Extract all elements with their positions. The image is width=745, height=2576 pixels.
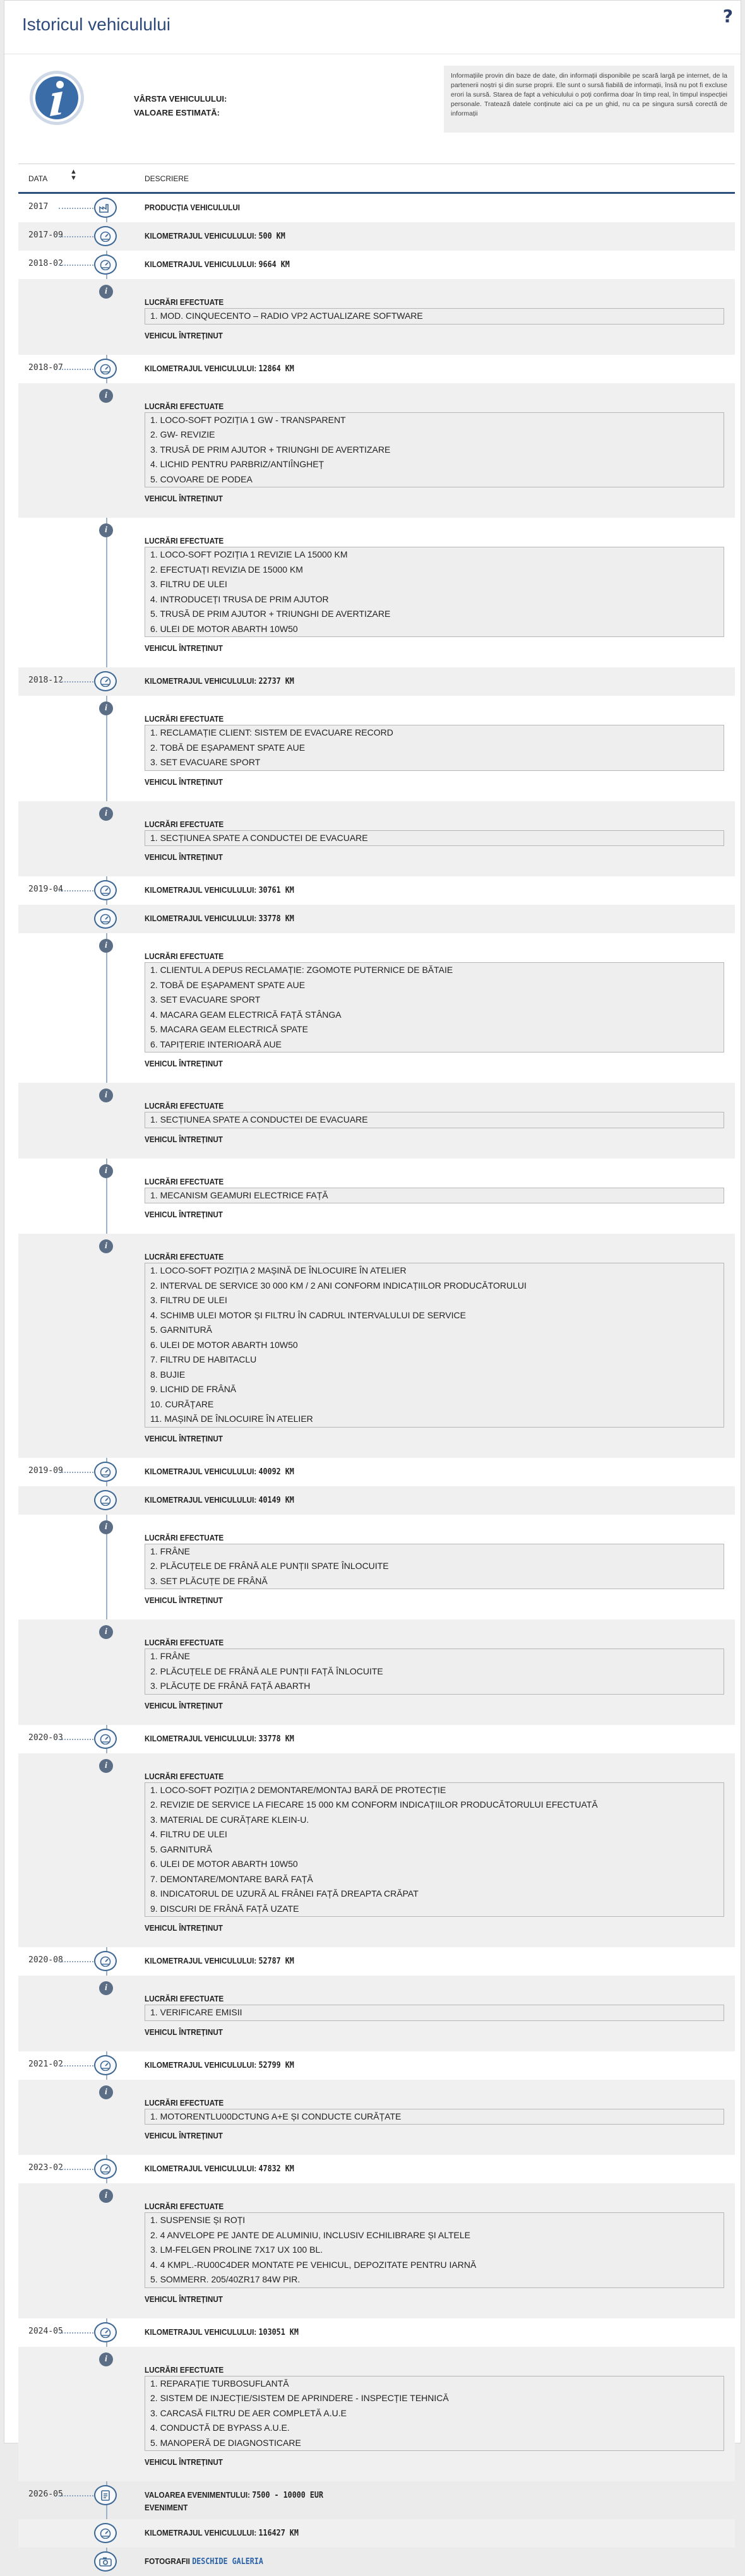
money-icon	[94, 2485, 117, 2505]
list-item: 2. 4 ANVELOPE PE JANTE DE ALUMINIU, INCLUSIV ECHILIBRARE ȘI ALTELE	[150, 2229, 471, 2240]
list-item: 8. BUJIE	[150, 1369, 186, 1380]
works-label: LUCRĂRI EFECTUATE	[145, 536, 224, 546]
date-connector	[59, 236, 93, 237]
date-connector	[59, 265, 93, 266]
odometer-icon	[94, 1490, 117, 1510]
odometer-icon	[94, 2055, 117, 2075]
odometer-icon	[94, 671, 117, 691]
list-item: 2. REVIZIE DE SERVICE LA FIECARE 15 000 KM CONFORM INDICAȚIILOR PRODUCĂTORULUI EFECTUATĂ	[150, 1799, 598, 1810]
list-item: 1. SECȚIUNEA SPATE A CONDUCTEI DE EVACUARE	[150, 1114, 368, 1124]
date-connector	[59, 2065, 93, 2066]
odometer-icon	[94, 1462, 117, 1482]
list-item: 1. RECLAMAȚIE CLIENT: SISTEM DE EVACUARE RECORD	[150, 727, 393, 737]
maintained-label: VEHICUL ÎNTREȚINUT	[145, 777, 223, 787]
works-list	[145, 1649, 724, 1695]
value-label: VALOAREA EVENIMENTULUI: 7500 - 10000 EUR	[145, 2490, 324, 2500]
list-item: 1. LOCO-SOFT POZIȚIA 1 REVIZIE LA 15000 KM	[150, 549, 348, 559]
works-list	[145, 2376, 724, 2452]
list-item: 3. SET PLĂCUȚE DE FRÂNĂ	[150, 1575, 268, 1586]
event-date: 2021-02	[28, 2059, 63, 2069]
event-row	[18, 2155, 735, 2183]
mileage-value: 52799 KM	[258, 2060, 294, 2070]
info-icon: i	[99, 1625, 113, 1639]
maintained-label: VEHICUL ÎNTREȚINUT	[145, 494, 223, 503]
works-label: LUCRĂRI EFECTUATE	[145, 2097, 224, 2108]
list-item: 1. FRÂNE	[150, 1651, 191, 1661]
event-row	[18, 2548, 735, 2576]
info-icon: i	[99, 701, 113, 715]
works-label: LUCRĂRI EFECTUATE	[145, 951, 224, 961]
mileage-label: KILOMETRAJUL VEHICULULUI: 12864 KM	[145, 363, 294, 374]
list-item: 6. TAPIȚERIE INTERIOARĂ AUE	[150, 1039, 282, 1049]
works-label: LUCRĂRI EFECTUATE	[145, 297, 224, 307]
photos-label: FOTOGRAFII DESCHIDE GALERIA	[145, 2556, 263, 2567]
event-row	[18, 1725, 735, 1753]
works-row	[18, 1753, 735, 1948]
date-column-header: DATA	[28, 174, 48, 183]
list-item: 1. LOCO-SOFT POZIȚIA 1 GW - TRANSPARENT	[150, 414, 346, 425]
odometer-icon	[94, 909, 117, 929]
mileage-value: 500 KM	[258, 232, 285, 241]
history-rows	[18, 194, 735, 2576]
list-item: 3. SET EVACUARE SPORT	[150, 757, 261, 767]
list-item: 11. MAȘINĂ DE ÎNLOCUIRE ÎN ATELIER	[150, 1414, 313, 1424]
list-item: 4. LICHID PENTRU PARBRIZ/ANTIÎNGHEȚ	[150, 459, 325, 469]
works-label: LUCRĂRI EFECTUATE	[145, 1252, 224, 1261]
list-item: 1. MOD. CINQUECENTO – RADIO VP2 ACTUALIZARE SOFTWARE	[150, 311, 423, 321]
works-list	[145, 1263, 724, 1428]
list-item: 3. SET EVACUARE SPORT	[150, 994, 261, 1005]
info-logo-icon	[28, 69, 85, 126]
info-icon: i	[99, 2352, 113, 2366]
mileage-value: 30761 KM	[258, 886, 294, 895]
list-item: 7. DEMONTARE/MONTARE BARĂ FAȚĂ	[150, 1873, 313, 1884]
works-label: LUCRĂRI EFECTUATE	[145, 819, 224, 829]
list-item: 4. 4 KMPL.-RU00C4DER MONTATE PE VEHICUL, DEPOZITATE PENTRU IARNĂ	[150, 2259, 477, 2270]
list-item: 9. LICHID DE FRÂNĂ	[150, 1384, 237, 1394]
event-row	[18, 1458, 735, 1486]
date-connector	[59, 1739, 93, 1740]
mileage-label: KILOMETRAJUL VEHICULULUI: 30761 KM	[145, 885, 294, 895]
list-item: 5. MACARA GEAM ELECTRICĂ SPATE	[150, 1024, 308, 1034]
info-icon: i	[99, 1981, 113, 1995]
odometer-icon	[94, 1729, 117, 1749]
event-date: 2018-12	[28, 676, 63, 685]
list-item: 4. FILTRU DE ULEI	[150, 1829, 227, 1839]
estimated-value-label: VALOARE ESTIMATĂ:	[134, 108, 220, 117]
works-list	[145, 2005, 724, 2021]
mileage-value: 52787 KM	[258, 1957, 294, 1966]
list-item: 1. SUSPENSIE ȘI ROȚI	[150, 2215, 246, 2225]
mileage-label: KILOMETRAJUL VEHICULULUI: 33778 KM	[145, 914, 294, 924]
list-item: 3. PLĂCUȚE DE FRÂNĂ FAȚĂ ABARTH	[150, 1681, 311, 1691]
list-item: 3. FILTRU DE ULEI	[150, 1295, 227, 1305]
list-item: 1. LOCO-SOFT POZIȚIA 2 DEMONTARE/MONTAJ BARĂ DE PROTECȚIE	[150, 1784, 446, 1795]
maintained-label: VEHICUL ÎNTREȚINUT	[145, 1433, 223, 1443]
maintained-label: VEHICUL ÎNTREȚINUT	[145, 643, 223, 653]
list-item: 1. FRÂNE	[150, 1546, 191, 1556]
works-row	[18, 696, 735, 801]
list-item: 4. MACARA GEAM ELECTRICĂ FAȚĂ STÂNGA	[150, 1009, 342, 1020]
vehicle-fields	[134, 92, 227, 120]
mileage-label: KILOMETRAJUL VEHICULULUI: 33778 KM	[145, 1733, 294, 1744]
event-row	[18, 905, 735, 933]
event-date: 2017	[28, 202, 49, 212]
list-item: 3. MATERIAL DE CURĂȚARE KLEIN-U.	[150, 1814, 309, 1825]
event-row	[18, 667, 735, 696]
list-item: 1. LOCO-SOFT POZIȚIA 2 MAȘINĂ DE ÎNLOCUIRE ÎN ATELIER	[150, 1265, 407, 1275]
event-row	[18, 355, 735, 383]
mileage-label: KILOMETRAJUL VEHICULULUI: 52787 KM	[145, 1956, 294, 1966]
works-list	[145, 2212, 724, 2288]
list-item: 1. VERIFICARE EMISII	[150, 2007, 242, 2017]
works-label: LUCRĂRI EFECTUATE	[145, 1101, 224, 1111]
info-icon: i	[99, 1759, 113, 1773]
info-icon: i	[99, 1520, 113, 1534]
works-row	[18, 1619, 735, 1725]
odometer-icon	[94, 2322, 117, 2342]
event-row	[18, 2481, 735, 2519]
mileage-value: 47832 KM	[258, 2164, 294, 2174]
works-row	[18, 801, 735, 877]
list-item: 3. LM-FELGEN PROLINE 7X17 UX 100 BL.	[150, 2245, 323, 2255]
works-row	[18, 1515, 735, 1620]
works-label: LUCRĂRI EFECTUATE	[145, 714, 224, 724]
works-label: LUCRĂRI EFECTUATE	[145, 2364, 224, 2375]
list-item: 4. CONDUCTĂ DE BYPASS A.U.E.	[150, 2423, 290, 2433]
list-item: 8. INDICATORUL DE UZURĂ AL FRÂNEI FAȚĂ DREAPTA CRĂPAT	[150, 1888, 419, 1899]
works-row	[18, 2183, 735, 2318]
mileage-label: KILOMETRAJUL VEHICULULUI: 9664 KM	[145, 259, 290, 270]
help-icon[interactable]: ?	[722, 6, 733, 27]
event-row	[18, 1947, 735, 1976]
vehicle-age-label: VÂRSTA VEHICULULUI:	[134, 94, 227, 104]
list-item: 2. TOBĂ DE EȘAPAMENT SPATE AUE	[150, 742, 306, 753]
mileage-label: KILOMETRAJUL VEHICULULUI: 40092 KM	[145, 1466, 294, 1477]
event-row	[18, 251, 735, 279]
list-item: 1. CLIENTUL A DEPUS RECLAMAȚIE: ZGOMOTE PUTERNICE DE BĂTAIE	[150, 965, 453, 975]
list-item: 3. TRUSĂ DE PRIM AJUTOR + TRIUNGHI DE AVERTIZARE	[150, 444, 391, 455]
event-row	[18, 2318, 735, 2347]
works-row	[18, 1159, 735, 1234]
mileage-value: 12864 KM	[258, 364, 294, 374]
event-label: EVENIMENT	[145, 2503, 188, 2512]
history-table	[18, 164, 735, 2576]
mileage-label: KILOMETRAJUL VEHICULULUI: 52799 KM	[145, 2060, 294, 2070]
mileage-label: KILOMETRAJUL VEHICULULUI: 40149 KM	[145, 1494, 294, 1505]
works-label: LUCRĂRI EFECTUATE	[145, 1638, 224, 1647]
event-date: 2017-09	[28, 230, 63, 240]
works-label: LUCRĂRI EFECTUATE	[145, 1994, 224, 2003]
table-header	[18, 164, 735, 194]
event-row	[18, 222, 735, 251]
date-connector	[59, 208, 93, 209]
info-icon: i	[99, 807, 113, 821]
list-item: 9. DISCURI DE FRÂNĂ FAȚĂ UZATE	[150, 1903, 299, 1914]
list-item: 2. EFECTUAȚI REVIZIA DE 15000 KM	[150, 564, 303, 575]
list-item: 6. ULEI DE MOTOR ABARTH 10W50	[150, 623, 298, 634]
date-connector	[59, 681, 93, 683]
date-connector	[59, 890, 93, 891]
maintained-label: VEHICUL ÎNTREȚINUT	[145, 2131, 223, 2140]
maintained-label: VEHICUL ÎNTREȚINUT	[145, 2294, 223, 2304]
maintained-label: VEHICUL ÎNTREȚINUT	[145, 1059, 223, 1068]
list-item: 6. ULEI DE MOTOR ABARTH 10W50	[150, 1339, 298, 1350]
odometer-icon	[94, 2159, 117, 2179]
date-connector	[59, 2495, 93, 2496]
event-row	[18, 2051, 735, 2080]
event-row	[18, 194, 735, 222]
maintained-label: VEHICUL ÎNTREȚINUT	[145, 1923, 223, 1933]
works-row	[18, 383, 735, 518]
list-item: 2. TOBĂ DE EȘAPAMENT SPATE AUE	[150, 979, 306, 990]
mileage-label: KILOMETRAJUL VEHICULULUI: 47832 KM	[145, 2164, 294, 2174]
works-label: LUCRĂRI EFECTUATE	[145, 401, 224, 411]
odometer-icon	[94, 880, 117, 900]
works-row	[18, 279, 735, 355]
production-label: PRODUCȚIA VEHICULULUI	[145, 203, 241, 212]
maintained-label: VEHICUL ÎNTREȚINUT	[145, 2457, 223, 2467]
maintained-label: VEHICUL ÎNTREȚINUT	[145, 2027, 223, 2037]
works-label: LUCRĂRI EFECTUATE	[145, 1771, 224, 1781]
mileage-label: KILOMETRAJUL VEHICULULUI: 22737 KM	[145, 676, 294, 686]
works-row	[18, 2080, 735, 2156]
maintained-label: VEHICUL ÎNTREȚINUT	[145, 1595, 223, 1605]
maintained-label: VEHICUL ÎNTREȚINUT	[145, 1700, 223, 1710]
info-icon: i	[99, 1164, 113, 1178]
works-list	[145, 1112, 724, 1128]
event-value: 7500 - 10000 EUR	[252, 2491, 324, 2500]
list-item: 2. PLĂCUȚELE DE FRÂNĂ ALE PUNȚII SPATE ÎNLOCUITE	[150, 1561, 389, 1571]
works-row	[18, 1234, 735, 1458]
mileage-value: 33778 KM	[258, 914, 294, 924]
works-list	[145, 1544, 724, 1590]
event-date: 2018-07	[28, 362, 63, 373]
list-item: 5. SOMMERR. 205/40ZR17 84W PIR.	[150, 2274, 301, 2284]
list-item: 5. MANOPERĂ DE DIAGNOSTICARE	[150, 2437, 301, 2448]
works-row	[18, 2347, 735, 2482]
list-item: 4. INTRODUCEȚI TRUSA DE PRIM AJUTOR	[150, 593, 329, 604]
maintained-label: VEHICUL ÎNTREȚINUT	[145, 1134, 223, 1144]
works-list	[145, 547, 724, 637]
list-item: 1. REPARAȚIE TURBOSUFLANTĂ	[150, 2378, 289, 2388]
mileage-value: 103051 KM	[258, 2327, 299, 2337]
works-list	[145, 2109, 724, 2125]
works-list	[145, 830, 724, 847]
info-icon: i	[99, 1239, 113, 1253]
list-item: 4. SCHIMB ULEI MOTOR ȘI FILTRU ÎN CADRUL INTERVALULUI DE SERVICE	[150, 1309, 466, 1320]
works-list	[145, 1188, 724, 1204]
date-connector	[59, 1961, 93, 1962]
list-item: 3. FILTRU DE ULEI	[150, 579, 227, 589]
event-date: 2023-02	[28, 2163, 63, 2173]
mileage-label: KILOMETRAJUL VEHICULULUI: 103051 KM	[145, 2327, 299, 2337]
works-label: LUCRĂRI EFECTUATE	[145, 1532, 224, 1542]
works-label: LUCRĂRI EFECTUATE	[145, 1176, 224, 1186]
info-icon: i	[99, 523, 113, 537]
event-date: 2019-04	[28, 885, 63, 894]
works-row	[18, 933, 735, 1083]
vehicle-intro	[4, 54, 741, 150]
open-gallery-link[interactable]: DESCHIDE GALERIA	[192, 2557, 263, 2567]
event-date: 2018-02	[28, 259, 63, 268]
event-date: 2020-03	[28, 1732, 63, 1743]
factory-icon	[94, 198, 117, 218]
list-item: 1. SECȚIUNEA SPATE A CONDUCTEI DE EVACUARE	[150, 832, 368, 843]
mileage-value: 33778 KM	[258, 1734, 294, 1744]
list-item: 1. MECANISM GEAMURI ELECTRICE FAȚĂ	[150, 1190, 328, 1200]
info-icon: i	[99, 285, 113, 299]
date-connector	[59, 369, 93, 370]
works-row	[18, 518, 735, 667]
works-list	[145, 412, 724, 488]
works-list	[145, 308, 724, 325]
date-connector	[59, 1472, 93, 1473]
mileage-value: 40149 KM	[258, 1495, 294, 1505]
event-date: 2019-09	[28, 1465, 63, 1476]
page-header	[4, 1, 741, 54]
maintained-label: VEHICUL ÎNTREȚINUT	[145, 330, 223, 340]
event-date: 2026-05	[28, 2490, 63, 2499]
mileage-value: 116427 KM	[258, 2529, 299, 2538]
camera-icon	[94, 2551, 117, 2572]
list-item: 5. GARNITURĂ	[150, 1325, 213, 1335]
info-icon: i	[99, 939, 113, 953]
date-connector	[59, 2332, 93, 2334]
odometer-icon	[94, 226, 117, 246]
works-label: LUCRĂRI EFECTUATE	[145, 2202, 224, 2211]
list-item: 2. INTERVAL DE SERVICE 30 000 KM / 2 ANI CONFORM INDICAȚIILOR PRODUCĂTORULUI	[150, 1280, 527, 1291]
list-item: 3. CARCASĂ FILTRU DE AER COMPLETĂ A.U.E	[150, 2407, 347, 2418]
info-icon: i	[99, 2189, 113, 2203]
mileage-label: KILOMETRAJUL VEHICULULUI: 116427 KM	[145, 2528, 299, 2538]
history-page	[4, 0, 741, 2567]
mileage-value: 9664 KM	[258, 260, 290, 270]
list-item: 10. CURĂȚARE	[150, 1398, 214, 1409]
odometer-icon	[94, 2523, 117, 2543]
works-list	[145, 725, 724, 771]
info-icon: i	[99, 389, 113, 403]
page-title: Istoricul vehiculului	[22, 15, 170, 34]
list-item: 2. GW- REVIZIE	[150, 429, 215, 439]
mileage-value: 22737 KM	[258, 677, 294, 686]
list-item: 5. TRUSĂ DE PRIM AJUTOR + TRIUNGHI DE AVERTIZARE	[150, 609, 391, 619]
mileage-label: KILOMETRAJUL VEHICULULUI: 500 KM	[145, 231, 285, 241]
odometer-icon	[94, 359, 117, 379]
list-item: 1. MOTORENTLU00DCTUNG A+E ȘI CONDUCTE CURĂȚATE	[150, 2111, 402, 2121]
info-icon: i	[99, 1088, 113, 1102]
maintained-label: VEHICUL ÎNTREȚINUT	[145, 1210, 223, 1219]
info-icon: i	[99, 2085, 113, 2099]
event-row	[18, 876, 735, 905]
list-item: 5. COVOARE DE PODEA	[150, 474, 253, 484]
date-connector	[59, 2169, 93, 2170]
list-item: 7. FILTRU DE HABITACLU	[150, 1354, 257, 1364]
odometer-icon	[94, 1951, 117, 1971]
list-item: 2. SISTEM DE INJECȚIE/SISTEM DE APRINDERE - INSPECȚIE TEHNICĂ	[150, 2393, 449, 2403]
works-list	[145, 962, 724, 1052]
works-list	[145, 1782, 724, 1917]
maintained-label: VEHICUL ÎNTREȚINUT	[145, 852, 223, 862]
works-row	[18, 1976, 735, 2051]
mileage-value: 40092 KM	[258, 1467, 294, 1477]
sort-icon[interactable]: ▲ ▼	[70, 168, 77, 182]
list-item: 5. GARNITURĂ	[150, 1844, 213, 1854]
event-row	[18, 1486, 735, 1515]
list-item: 2. PLĂCUȚELE DE FRÂNĂ ALE PUNȚII FAȚĂ ÎNLOCUITE	[150, 1666, 383, 1676]
event-date: 2024-05	[28, 2326, 63, 2336]
disclaimer-box: Informațiile provin din baze de date, din informații disponibile pe scară largă pe internet, de la partenerii noștri și din surse proprii. Ele sunt o sursă fiabilă de informații, însă nu pot fi excluse erori la sursă. Starea de fapt a vehiculului o poți confirma doar în timp real, în timpul inspecției personale. Tratează datele conținute aici ca pe un ghid, nu ca pe singura sursă corectă de informații	[444, 66, 734, 133]
event-date: 2020-08	[28, 1955, 63, 1965]
list-item: 6. ULEI DE MOTOR ABARTH 10W50	[150, 1859, 298, 1869]
works-row	[18, 1083, 735, 1159]
description-column-header: DESCRIERE	[145, 174, 189, 183]
odometer-icon	[94, 254, 117, 275]
event-row	[18, 2519, 735, 2548]
